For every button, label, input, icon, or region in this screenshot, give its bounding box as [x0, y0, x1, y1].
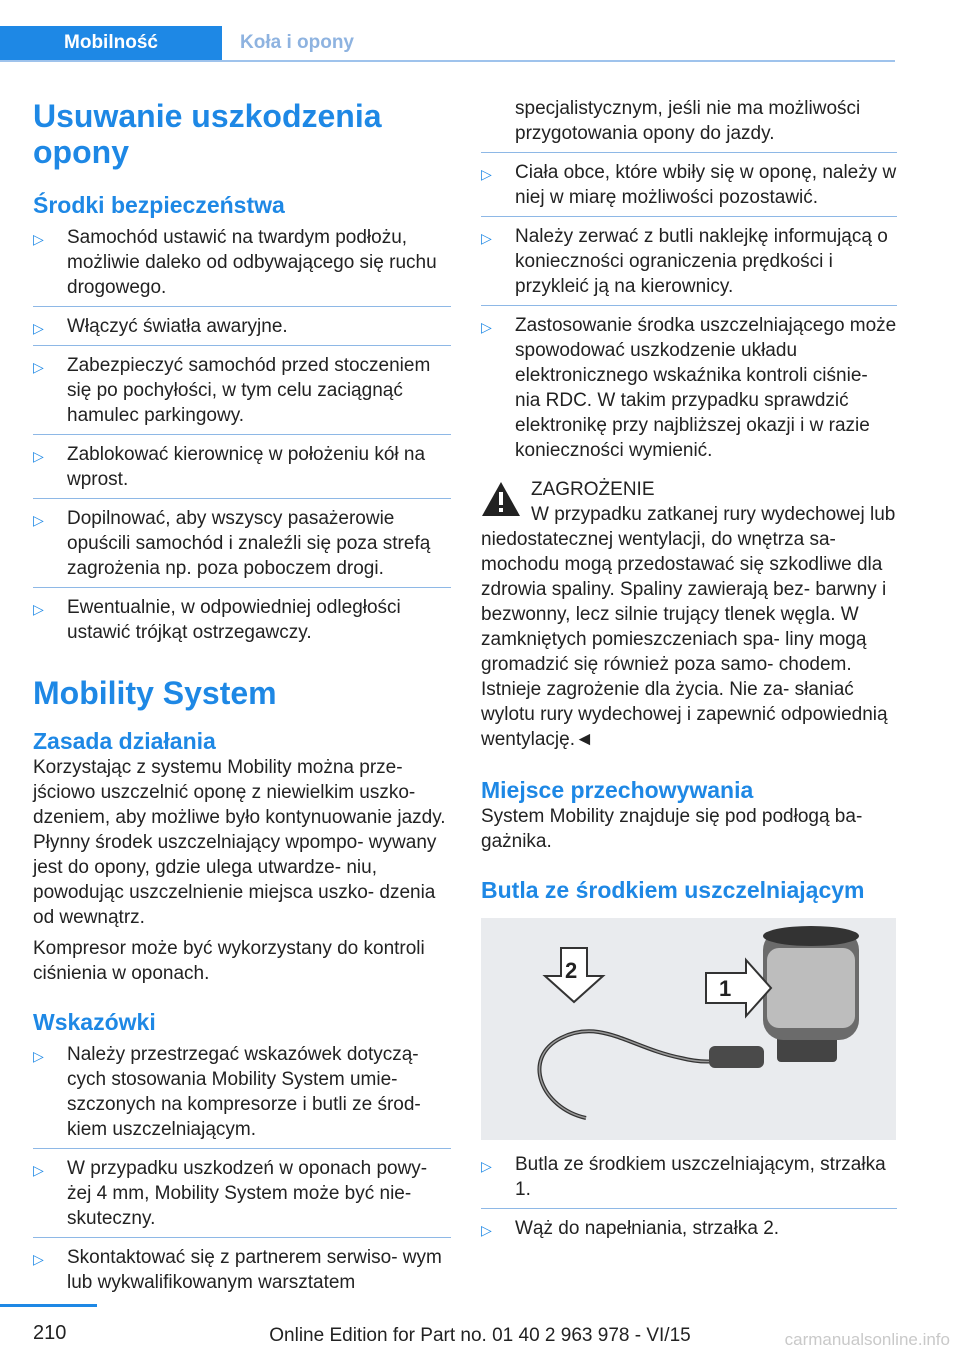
mobility-system-title: Mobility System	[33, 675, 277, 711]
continued-text: specjalistycznym, jeśli nie ma możliwości przygotowania opony do jazdy.	[481, 96, 897, 153]
list-item: ▷ Dopilnować, aby wszyscy pasażerowie opuścili samochód i znaleźli się poza strefą zagrożenia np. poza poboczem drogi.	[33, 506, 451, 588]
section-title: Usuwanie uszkodzenia opony	[33, 98, 382, 170]
danger-box	[481, 477, 897, 752]
bottle-list	[481, 1152, 897, 1241]
sealant-bottle-illustration	[481, 918, 896, 1140]
page-number: 210	[33, 1322, 67, 1344]
list-item: ▷ Należy przestrzegać wskazówek dotyczą‐ cych stosowania Mobility System umie‐ szczonych na kompresorze i butli ze środ‐ kiem uszczelniającym.	[33, 1042, 451, 1149]
list-item: ▷ Butla ze środkiem uszczelniającym, strzałka 1.	[481, 1152, 897, 1209]
triangle-bullet-icon: ▷	[481, 166, 492, 182]
triangle-bullet-icon: ▷	[33, 512, 44, 528]
list-item: ▷ Samochód ustawić na twardym podłożu, możliwie daleko od odbywającego się ruchu drogowego.	[33, 225, 451, 307]
triangle-bullet-icon: ▷	[481, 1222, 492, 1238]
triangle-bullet-icon: ▷	[33, 601, 44, 617]
list-item: ▷ Zablokować kierownicę w położeniu kół na wprost.	[33, 442, 451, 499]
danger-title: ZAGROŻENIE	[531, 479, 655, 500]
hints-list	[33, 1042, 451, 1295]
triangle-bullet-icon: ▷	[33, 448, 44, 464]
danger-text: W przypadku zatkanej rury wydechowej lub niedostatecznej wentylacji, do wnętrza sa‐ mochodu mogą przedostawać się szkodliwe dla zdrowia spaliny. Spaliny zawierają bez‐ barwny i bezwonny, lecz silnie trujący tlenek węgla. W zamkniętych pomieszczeniach spa‐ liny mogą gromadzić się również poza samo‐ chodem. Istnieje zagrożenie dla życia. Nie za‐ słaniać wylotu rury wydechowej i zapewnić odpowiednią wentylację.◄	[481, 504, 896, 750]
triangle-bullet-icon: ▷	[481, 319, 492, 335]
triangle-bullet-icon: ▷	[33, 1162, 44, 1178]
list-item: ▷ Zabezpieczyć samochód przed stoczeniem się po pochyłości, w tym celu zaciągnąć hamulec parkingowy.	[33, 353, 451, 435]
header-tabs	[0, 26, 895, 62]
list-item: ▷ Skontaktować się z partnerem serwiso‐ wym lub wykwalifikowanym warsztatem	[33, 1247, 442, 1293]
safety-heading: Środki bezpieczeństwa	[33, 192, 285, 218]
triangle-bullet-icon: ▷	[33, 320, 44, 336]
storage-text: System Mobility znajduje się pod podłogą ba‐ gażnika.	[481, 806, 863, 852]
storage-heading: Miejsce przechowywania	[481, 777, 754, 803]
list-item: ▷ Ewentualnie, w odpowiedniej odległości ustawić trójkąt ostrzegawczy.	[33, 597, 401, 643]
page-number-rule	[0, 1304, 97, 1307]
list-item: ▷ Włączyć światła awaryjne.	[33, 314, 451, 346]
triangle-bullet-icon: ▷	[33, 1251, 44, 1267]
list-item: ▷ Ciała obce, które wbiły się w oponę, należy w niej w miarę możliwości pozostawić.	[481, 160, 897, 217]
triangle-bullet-icon: ▷	[33, 359, 44, 375]
principle-paragraph: Korzystając z systemu Mobility można prze‐ jściowo uszczelnić oponę z niewielkim uszko‐ dzeniem, aby możliwe było kontynuowanie jazdy. Płynny środek uszczelniający wpompo‐ wywany jest do opony, gdzie ulega utwardze‐ niu, powodując uszczelnienie miejsca uszko‐ dzenia od wewnątrz.	[33, 757, 446, 928]
watermark: carmanualsonline.info	[784, 1330, 950, 1349]
principle-heading: Zasada działania	[33, 728, 216, 754]
right-column	[481, 96, 897, 1241]
triangle-bullet-icon: ▷	[33, 1048, 44, 1064]
triangle-bullet-icon: ▷	[481, 230, 492, 246]
left-column	[33, 98, 451, 1295]
edition-footer: Online Edition for Part no. 01 40 2 963 978 - VI/15	[269, 1325, 691, 1346]
safety-list	[33, 225, 451, 645]
bottle-hose-image	[481, 918, 896, 1140]
header-divider	[0, 60, 895, 62]
list-item: ▷ Wąż do napełniania, strzałka 2.	[481, 1216, 897, 1241]
list-item: ▷ W przypadku uszkodzeń w oponach powy‐ żej 4 mm, Mobility System może być nie‐ skuteczny.	[33, 1156, 451, 1238]
hints-heading: Wskazówki	[33, 1009, 156, 1035]
bottle-heading: Butla ze środkiem uszczelniającym	[481, 877, 865, 903]
triangle-bullet-icon: ▷	[33, 231, 44, 247]
tips-list	[481, 160, 897, 463]
arrow-label-2: 2	[565, 958, 578, 983]
triangle-bullet-icon: ▷	[481, 1158, 492, 1174]
tab-mobilnosc[interactable]: Mobilność	[0, 26, 222, 60]
list-item: ▷ Należy zerwać z butli naklejkę informującą o konieczności ograniczenia prędkości i przykleić ją na kierownicy.	[481, 224, 897, 306]
list-item: ▷ Zastosowanie środka uszczelniającego może spowodować uszkodzenie układu elektronicznego wskaźnika kontroli ciśnie‐ nia RDC. W takim przypadku sprawdzić elektronikę przy najbliższej okazji i w razie konieczności wymienić.	[481, 315, 897, 461]
arrow-label-1: 1	[719, 976, 732, 1001]
principle-paragraph-2: Kompresor może być wykorzystany do kontroli ciśnienia w oponach.	[33, 938, 425, 984]
tab-kola-i-opony[interactable]: Koła i opony	[240, 32, 354, 53]
warning-triangle-icon	[481, 481, 521, 517]
